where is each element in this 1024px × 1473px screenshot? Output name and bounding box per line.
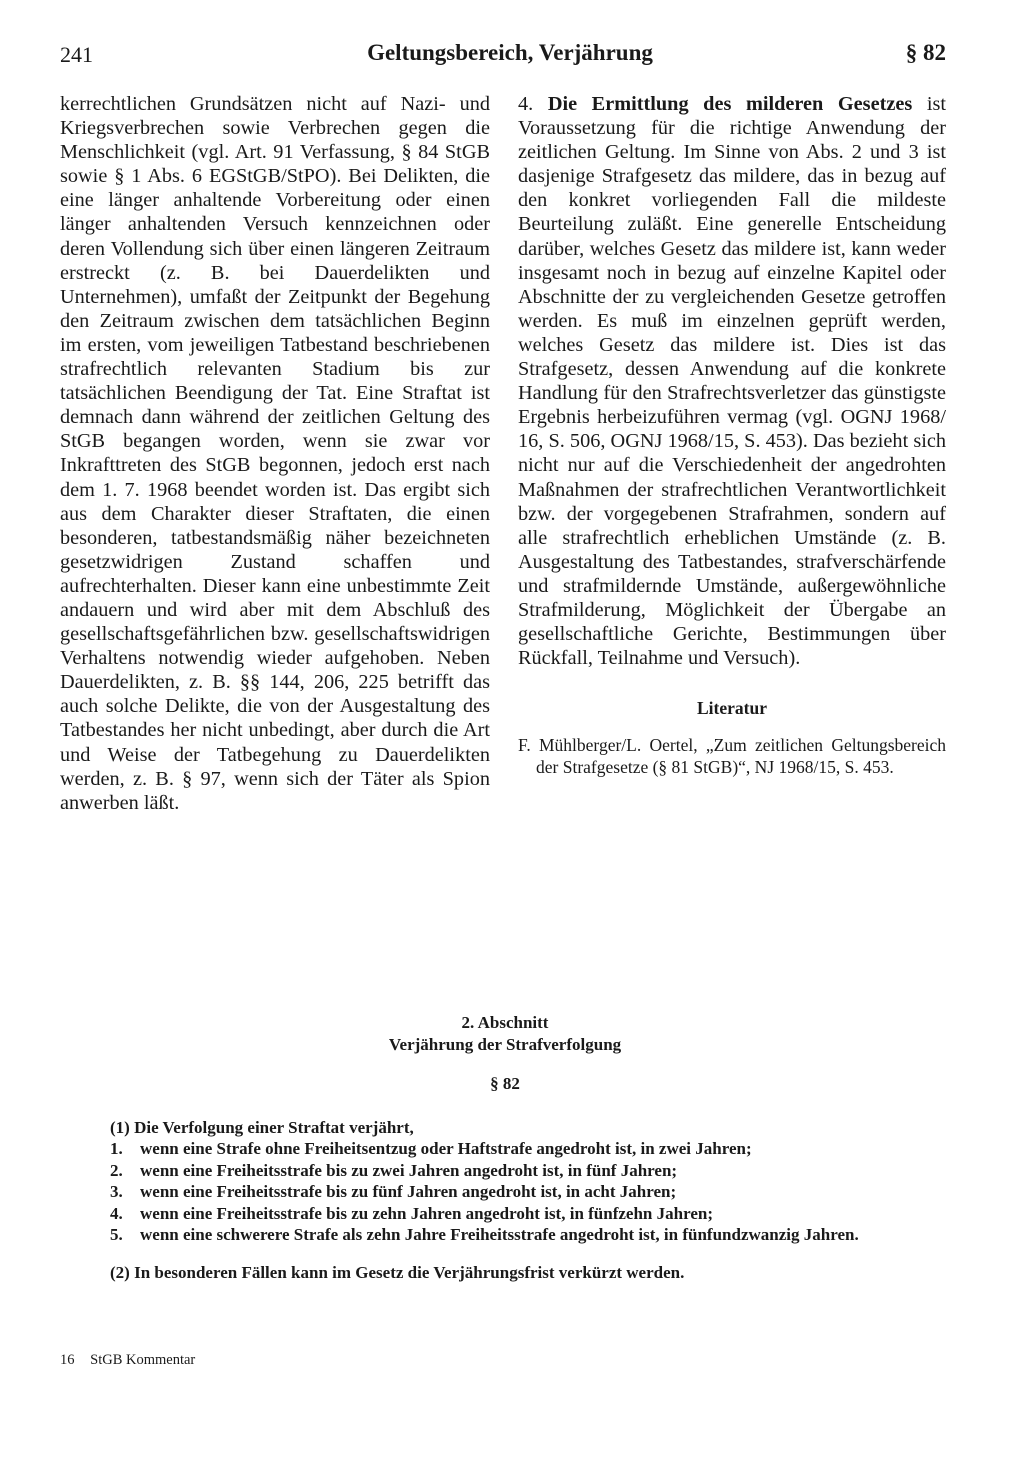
paragraph-bold-lead: Die Ermittlung des milderen Gesetzes: [547, 93, 913, 115]
abs1-list: [110, 1138, 900, 1246]
abs1-intro: (1) Die Verfolgung einer Straftat verjährt,: [110, 1117, 414, 1137]
page-number: 241: [60, 42, 93, 67]
law-text-block: [110, 1012, 900, 1300]
item-number: 3.: [110, 1182, 123, 1201]
list-item: [110, 1160, 900, 1182]
list-item: [110, 1203, 900, 1225]
literatur-heading: Literatur: [697, 698, 767, 719]
item-text: wenn eine Freiheitsstrafe bis zu zwei Jahren angedroht ist, in fünf Jahren;: [140, 1160, 678, 1180]
item-text: wenn eine Freiheitsstrafe bis zu zehn Jahren angedroht ist, in fünfzehn Jahren;: [140, 1203, 713, 1223]
item-number: 4.: [110, 1203, 123, 1223]
law-paragraph-number: § 82: [490, 1074, 520, 1093]
chapter-title: Verjährung der Strafverfolgung: [388, 1034, 622, 1054]
list-item: [110, 1181, 900, 1203]
footer-signature: 16: [60, 1352, 75, 1368]
paragraph-number: 4.: [518, 93, 534, 115]
item-number: 2.: [110, 1160, 123, 1180]
list-item: [110, 1138, 900, 1160]
commentary-paragraph-4: [518, 92, 946, 670]
item-text: wenn eine Strafe ohne Freiheitsentzug oder Haftstrafe angedroht ist, in zwei Jahren;: [140, 1139, 752, 1158]
footer-book-title: StGB Kommentar: [90, 1352, 196, 1368]
chapter-heading: 2. Abschnitt: [461, 1013, 549, 1032]
item-text: wenn eine Freiheitsstrafe bis zu fünf Jahren angedroht ist, in acht Jahren;: [140, 1182, 677, 1201]
right-column: [518, 92, 946, 778]
page-footer: [60, 1352, 195, 1369]
left-column: [60, 92, 490, 815]
left-column-text: kerrechtlichen Grundsätzen nicht auf Nazi- und Kriegsverbrechen sowie Verbrechen gegen die Menschlichkeit (vgl. Art. 91 Verfassung, § 84 StGB sowie § 1 Abs. 6 EGStGB/StPO). Bei Delikten, die eine länger anhaltende Vorbereitung oder einen länger anhaltenden Versuch kennzeichnen oder deren Vollendung sich über einen längeren Zeitraum erstreckt (z. B. bei Dauerdelikten und Unternehmen), umfaßt der Zeitpunkt der Begehung den Zeitraum zwischen dem tatsächlichen Beginn im ersten, vom jeweiligen Tatbestand beschriebenen strafrechtlich relevanten Stadium bis zur tatsächlichen Beendigung der Tat. Eine Straftat ist demnach dann während der zeitlichen Geltung des StGB begangen worden, wenn sie zwar vor Inkrafttreten des StGB begonnen, jedoch erst nach dem 1. 7. 1968 beendet worden ist. Das ergibt sich aus dem Charakter dieser Straftaten, die einen besonderen, tatbestandsmäßig näher bezeichneten gesetzwidrigen Zustand schaffen und aufrechterhalten. Dieser kann eine unbestimmte Zeit andauern und wird aber mit dem Abschluß des gesellschaftsgefährlichen bzw. gesellschaftswidrigen Verhaltens notwendig wieder aufgehoben. Neben Dauerdelikten, z. B. §§ 144, 206, 225 betrifft das auch solche Delikte, die von der Ausgestaltung des Tatbestandes her nicht unbedingt, aber durch die Art und Weise der Tatbegehung zu Dauerdelikten werden, z. B. § 97, wenn sich der Täter als Spion anwerben läßt.: [60, 93, 490, 814]
literatur-reference: F. Mühlberger/L. Oertel, „Zum zeitlichen Geltungsbereich der Strafgesetze (§ 81 StGB)“, NJ 1968/15, S. 453.: [518, 735, 946, 778]
paragraph-text: ist Voraussetzung für die richtige Anwendung der zeitlichen Geltung. Im Sinne von Abs. 2 und 3 ist dasjenige Strafgesetz das mildere, das in bezug auf den konkret vorliegenden Fall die mildeste Beurteilung zuläßt. Eine generelle Entscheidung darüber, welches Gesetz das mildere ist, kann weder insgesamt noch in bezug auf einzelne Kapitel oder Abschnitte der zu vergleichenden Gesetze getroffen werden. Es muß im einzelnen geprüft werden, welches Gesetz das mildere ist. Dies ist das Strafgesetz, dessen Anwendung auf die konkrete Handlung für den Strafrechtsverletzer das günstigste Ergebnis herbeizuführen vermag (vgl. OGNJ 1968/ 16, S. 506, OGNJ 1968/15, S. 453). Das bezieht sich nicht nur auf die Verschiedenheit der angedrohten Maßnahmen der strafrechtlichen Verantwortlichkeit bzw. der vorgegebenen Strafrahmen, sondern auf alle strafrechtlich erheblichen Umstände (z. B. Ausgestaltung des Tatbestandes, strafverschärfende und strafmildernde Umstände, außergewöhnliche Strafmilderung, Möglichkeit der Übergabe an gesellschaftliche Gerichte, Bestimmungen über Rückfall, Teilnahme und Versuch).: [518, 93, 946, 670]
section-marker: § 82: [905, 40, 946, 65]
item-text: wenn eine schwerere Strafe als zehn Jahre Freiheitsstrafe angedroht ist, in fünfundzwanzig Jahren.: [140, 1225, 859, 1244]
item-number: 1.: [110, 1139, 123, 1158]
running-title: Geltungsbereich, Verjährung: [367, 40, 653, 65]
item-number: 5.: [110, 1225, 123, 1244]
abs2-text: (2) In besonderen Fällen kann im Gesetz die Verjährungsfrist verkürzt werden.: [110, 1262, 685, 1282]
list-item: [110, 1224, 900, 1246]
